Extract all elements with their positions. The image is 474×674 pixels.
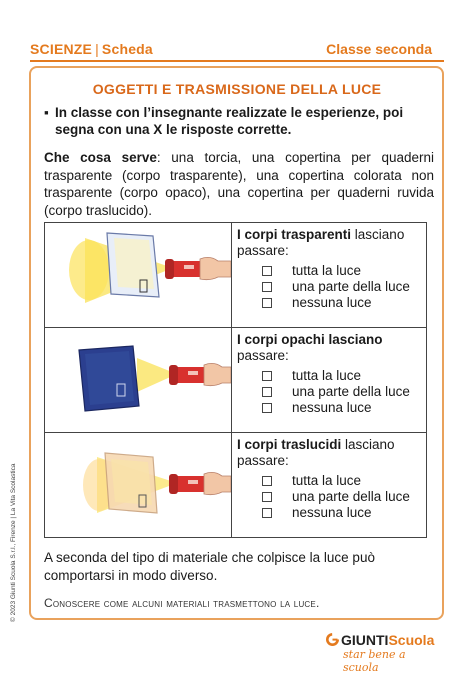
checkbox[interactable] bbox=[262, 403, 272, 413]
materials-text: : una torcia, una copertina per quaderni trasparente (corpo trasparente), una copertina colorata non trasparente (corpo opaco), una copertina per quaderni ruvida (corpo traslucido). bbox=[44, 150, 434, 218]
list-item[interactable] bbox=[262, 279, 426, 295]
question-subject: I corpi traslucidi bbox=[237, 437, 342, 452]
illustration-transparent bbox=[45, 223, 232, 328]
brand-name bbox=[341, 632, 434, 648]
list-item[interactable] bbox=[262, 489, 426, 505]
copyright-text: © 2023 Giunti Scuola S.r.l., Firenze | La Vita Scolastica bbox=[10, 463, 17, 622]
header-separator: | bbox=[95, 41, 99, 57]
experiment-table bbox=[44, 222, 427, 538]
materials-label: Che cosa serve bbox=[44, 150, 157, 165]
question-rest: lasciano passare: bbox=[237, 227, 405, 258]
list-item[interactable] bbox=[262, 368, 426, 384]
instruction bbox=[44, 104, 424, 138]
materials-paragraph bbox=[44, 149, 434, 219]
question-rest: passare: bbox=[237, 348, 289, 363]
checkbox[interactable] bbox=[262, 492, 272, 502]
question-rest: lasciano passare: bbox=[237, 437, 395, 468]
brand-accent: Scuola bbox=[388, 632, 435, 648]
choice-label: nessuna luce bbox=[292, 400, 372, 415]
options-transparent bbox=[232, 223, 427, 328]
list-item[interactable] bbox=[262, 473, 426, 489]
question-transparent bbox=[237, 227, 426, 259]
choice-label: tutta la luce bbox=[292, 473, 362, 488]
question-subject: I corpi trasparenti bbox=[237, 227, 352, 242]
header-subject bbox=[30, 41, 153, 57]
checkbox[interactable] bbox=[262, 508, 272, 518]
checkbox[interactable] bbox=[262, 298, 272, 308]
flashlight-opaque-icon bbox=[45, 328, 231, 432]
choice-label: una parte della luce bbox=[292, 489, 410, 504]
brand-main: GIUNTI bbox=[341, 632, 389, 648]
instruction-text: In classe con l’insegnante realizzate le esperienze, poi segna con una X le risposte corrette. bbox=[55, 105, 404, 137]
brand-tagline: star bene a scuola bbox=[343, 648, 406, 674]
illustration-translucent bbox=[45, 433, 232, 538]
list-item[interactable] bbox=[262, 295, 426, 311]
options-opaque bbox=[232, 328, 427, 433]
learning-objective: Conoscere come alcuni materiali trasmettono la luce. bbox=[44, 596, 320, 610]
question-opaque bbox=[237, 332, 426, 364]
checkbox[interactable] bbox=[262, 282, 272, 292]
list-item[interactable] bbox=[262, 505, 426, 521]
checkbox[interactable] bbox=[262, 266, 272, 276]
choice-label: tutta la luce bbox=[292, 263, 362, 278]
giunti-logo-icon bbox=[326, 633, 339, 646]
choice-list bbox=[237, 473, 426, 521]
bullet-icon: ▪ bbox=[44, 105, 49, 120]
checkbox[interactable] bbox=[262, 371, 272, 381]
choice-label: tutta la luce bbox=[292, 368, 362, 383]
publisher-logo bbox=[326, 631, 441, 674]
table-row bbox=[45, 223, 427, 328]
choice-label: una parte della luce bbox=[292, 384, 410, 399]
section-label: Scheda bbox=[101, 41, 153, 57]
choice-label: una parte della luce bbox=[292, 279, 410, 294]
checkbox[interactable] bbox=[262, 387, 272, 397]
table-row bbox=[45, 433, 427, 538]
table-row bbox=[45, 328, 427, 433]
question-translucent bbox=[237, 437, 426, 469]
choice-label: nessuna luce bbox=[292, 505, 372, 520]
illustration-opaque bbox=[45, 328, 232, 433]
worksheet-title: OGGETTI E TRASMISSIONE DELLA LUCE bbox=[92, 81, 382, 97]
question-subject: I corpi opachi lasciano bbox=[237, 332, 383, 347]
list-item[interactable] bbox=[262, 263, 426, 279]
choice-label: nessuna luce bbox=[292, 295, 372, 310]
choice-list bbox=[237, 368, 426, 416]
conclusion-text: A seconda del tipo di materiale che colpisce la luce può comportarsi in modo diverso. bbox=[44, 550, 375, 583]
options-translucent bbox=[232, 433, 427, 538]
subject-label: SCIENZE bbox=[30, 41, 93, 57]
checkbox[interactable] bbox=[262, 476, 272, 486]
list-item[interactable] bbox=[262, 400, 426, 416]
choice-list bbox=[237, 263, 426, 311]
list-item[interactable] bbox=[262, 384, 426, 400]
flashlight-translucent-icon bbox=[45, 433, 231, 537]
header-divider bbox=[30, 60, 444, 62]
class-label: Classe seconda bbox=[326, 41, 432, 57]
flashlight-transparent-icon bbox=[45, 223, 231, 327]
